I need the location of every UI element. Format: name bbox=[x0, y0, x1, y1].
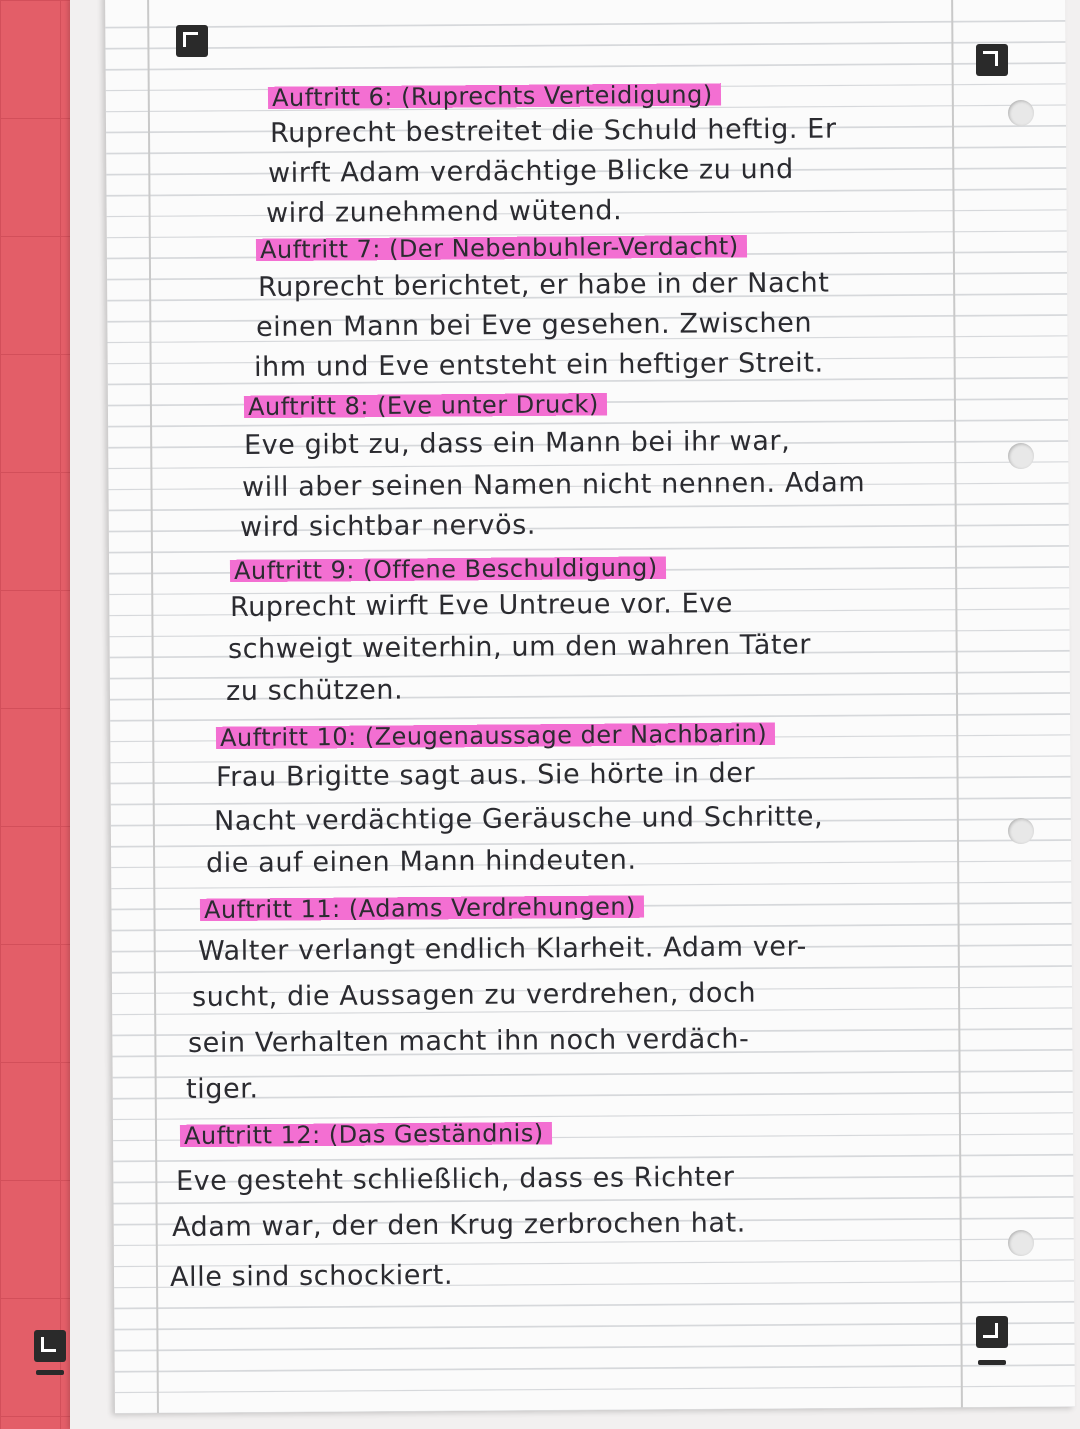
text-line: die auf einen Mann hindeuten. bbox=[205, 844, 637, 879]
text-line: schweigt weiterhin, um den wahren Täter bbox=[227, 629, 812, 665]
section-heading: Auftritt 11: (Adams Verdrehungen) bbox=[200, 893, 644, 924]
text-line: Eve gesteht schließlich, dass es Richter bbox=[175, 1161, 735, 1197]
text-line: Ruprecht wirft Eve Untreue vor. Eve bbox=[229, 588, 734, 623]
text-line: ihm und Eve entsteht ein heftiger Streit. bbox=[253, 347, 824, 383]
section-heading: Auftritt 10: (Zeugenaussage der Nachbarin) bbox=[216, 720, 775, 752]
text-line: wirft Adam verdächtige Blicke zu und bbox=[267, 153, 794, 189]
text-line: sucht, die Aussagen zu verdrehen, doch bbox=[191, 977, 757, 1013]
text-line: wird zunehmend wütend. bbox=[265, 195, 623, 229]
text-line: Frau Brigitte sagt aus. Sie hörte in der bbox=[215, 757, 756, 793]
text-line: Adam war, der den Krug zerbrochen hat. bbox=[171, 1207, 747, 1243]
text-line: tiger. bbox=[185, 1073, 259, 1105]
text-line: Alle sind schockiert. bbox=[169, 1259, 454, 1293]
text-line: einen Mann bei Eve gesehen. Zwischen bbox=[255, 307, 813, 343]
section-heading: Auftritt 8: (Eve unter Druck) bbox=[244, 390, 607, 421]
text-line: will aber seinen Namen nicht nennen. Adam bbox=[241, 467, 866, 503]
text-line: Ruprecht berichtet, er habe in der Nacht bbox=[257, 267, 830, 303]
text-line: sein Verhalten macht ihn noch verdäch- bbox=[187, 1023, 750, 1059]
text-line: Walter verlangt endlich Klarheit. Adam ver- bbox=[197, 931, 807, 967]
text-line: Eve gibt zu, dass ein Mann bei ihr war, bbox=[243, 425, 791, 461]
section-heading: Auftritt 7: (Der Nebenbuhler-Verdacht) bbox=[256, 232, 747, 264]
section-heading: Auftritt 12: (Das Geständnis) bbox=[180, 1119, 552, 1150]
text-line: Ruprecht bestreitet die Schuld heftig. Er bbox=[269, 113, 837, 149]
section-heading: Auftritt 6: (Ruprechts Verteidigung) bbox=[268, 80, 721, 112]
section-heading: Auftritt 9: (Offene Beschuldigung) bbox=[230, 554, 666, 585]
text-line: Nacht verdächtige Geräusche und Schritte, bbox=[213, 801, 824, 837]
text-line: zu schützen. bbox=[225, 674, 404, 707]
text-line: wird sichtbar nervös. bbox=[239, 509, 537, 543]
